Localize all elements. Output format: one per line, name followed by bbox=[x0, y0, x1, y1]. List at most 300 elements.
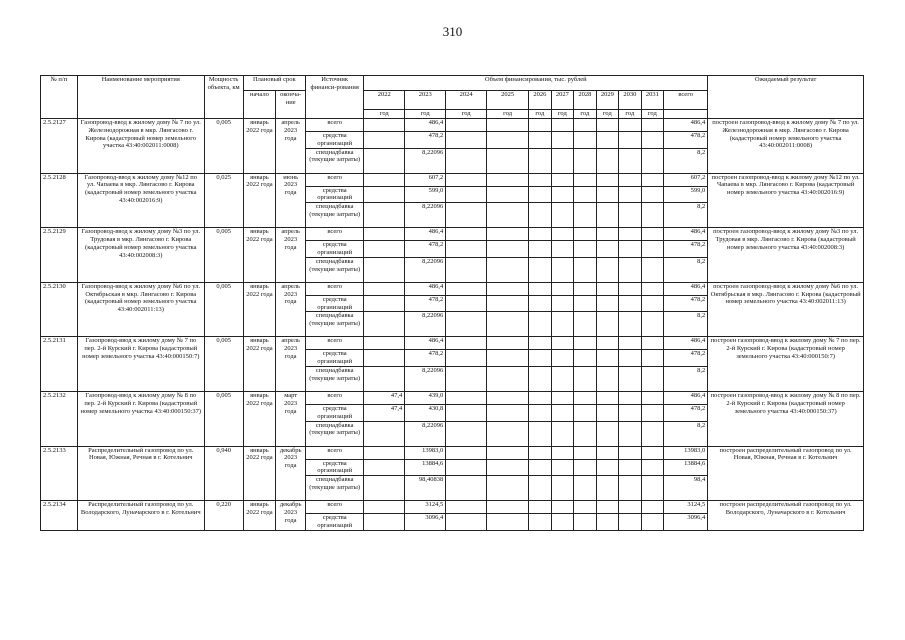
value-empty bbox=[529, 173, 552, 186]
value-2023: 13983,0 bbox=[405, 446, 446, 459]
value-2022 bbox=[364, 459, 405, 476]
funding-source: средства организаций bbox=[306, 404, 364, 421]
value-empty bbox=[551, 132, 574, 149]
entry-name: Газопровод-ввод к жилому дому № 7 по ул. Железнодорожная в мкр. Лянгасово г. Кирова (кадастровый номер земельного участка 43:40:002011:0008) bbox=[77, 119, 204, 174]
entry-name: Газопровод-ввод к жилому дому № 8 по пер. 2-й Курский г. Кирова (кадастровый номер земельного участка 43:40:000150:37) bbox=[77, 391, 204, 446]
value-empty bbox=[487, 257, 529, 282]
value-empty bbox=[529, 421, 552, 446]
value-empty bbox=[641, 514, 664, 531]
value-empty bbox=[529, 203, 552, 228]
value-empty bbox=[487, 446, 529, 459]
value-empty bbox=[487, 404, 529, 421]
entry-name: Газопровод-ввод к жилому дому №3 по ул. Трудовая в мкр. Лянгасово г. Кирова (кадастровый номер земельного участка 43:40:002008:3) bbox=[77, 228, 204, 283]
value-2023: 439,0 bbox=[405, 391, 446, 404]
value-empty bbox=[529, 366, 552, 391]
entry-number: 2.5.2133 bbox=[41, 446, 78, 501]
value-empty bbox=[619, 295, 642, 312]
value-empty bbox=[529, 459, 552, 476]
value-2023: 486,4 bbox=[405, 119, 446, 132]
value-2022 bbox=[364, 132, 405, 149]
value-empty bbox=[446, 501, 487, 514]
value-empty bbox=[574, 203, 597, 228]
entry-capacity: 0,005 bbox=[204, 337, 243, 392]
value-empty bbox=[619, 501, 642, 514]
value-empty bbox=[529, 404, 552, 421]
header-term-end: оконча-ние bbox=[276, 91, 306, 119]
value-2022 bbox=[364, 514, 405, 531]
funding-source: средства организаций bbox=[306, 295, 364, 312]
funding-source: всего bbox=[306, 119, 364, 132]
value-empty bbox=[596, 312, 619, 337]
value-2023: 599,0 bbox=[405, 186, 446, 203]
value-total: 486,4 bbox=[664, 337, 708, 350]
table-row bbox=[41, 173, 864, 186]
header-num: № п/п bbox=[41, 76, 78, 119]
value-empty bbox=[551, 282, 574, 295]
funding-source: всего bbox=[306, 173, 364, 186]
value-empty bbox=[641, 350, 664, 367]
value-total: 8,2 bbox=[664, 148, 708, 173]
header-year-unit: год bbox=[596, 110, 619, 119]
value-empty bbox=[641, 501, 664, 514]
value-empty bbox=[574, 476, 597, 501]
value-empty bbox=[487, 514, 529, 531]
value-empty bbox=[487, 295, 529, 312]
value-empty bbox=[574, 312, 597, 337]
value-empty bbox=[619, 366, 642, 391]
entry-number: 2.5.2129 bbox=[41, 228, 78, 283]
value-2022 bbox=[364, 257, 405, 282]
table-body bbox=[41, 119, 864, 531]
value-empty bbox=[596, 119, 619, 132]
entry-capacity: 0,940 bbox=[204, 446, 243, 501]
value-empty bbox=[487, 119, 529, 132]
value-empty bbox=[574, 391, 597, 404]
value-empty bbox=[446, 337, 487, 350]
value-empty bbox=[596, 514, 619, 531]
value-empty bbox=[446, 404, 487, 421]
entry-capacity: 0,005 bbox=[204, 391, 243, 446]
header-year-unit: год bbox=[364, 110, 405, 119]
value-total: 486,4 bbox=[664, 391, 708, 404]
table-row bbox=[41, 391, 864, 404]
funding-source: спецнадбавка (текущие затраты) bbox=[306, 421, 364, 446]
value-empty bbox=[551, 173, 574, 186]
entry-start: январь 2022 года bbox=[243, 337, 276, 392]
value-empty bbox=[446, 295, 487, 312]
value-empty bbox=[619, 148, 642, 173]
value-total: 486,4 bbox=[664, 119, 708, 132]
value-empty bbox=[619, 186, 642, 203]
funding-source: средства организаций bbox=[306, 132, 364, 149]
value-empty bbox=[551, 404, 574, 421]
header-year: 2031 bbox=[641, 91, 664, 110]
value-empty bbox=[641, 391, 664, 404]
header-year-unit: год bbox=[619, 110, 642, 119]
entry-end: декабрь 2023 года bbox=[276, 446, 306, 501]
value-empty bbox=[529, 501, 552, 514]
value-empty bbox=[619, 337, 642, 350]
expected-result: построен распределительный газопровод по ул. Новая, Южная, Речная в г. Котельнич bbox=[708, 446, 864, 501]
entry-end: июнь 2023 года bbox=[276, 173, 306, 228]
entry-start: январь 2022 года bbox=[243, 391, 276, 446]
value-2023: 8,22096 bbox=[405, 421, 446, 446]
value-empty bbox=[446, 228, 487, 241]
value-empty bbox=[574, 404, 597, 421]
funding-source: средства организаций bbox=[306, 459, 364, 476]
header-year: 2023 bbox=[405, 91, 446, 110]
value-total: 98,4 bbox=[664, 476, 708, 501]
funding-source: всего bbox=[306, 501, 364, 514]
expected-result: построен газопровод-ввод к жилому дому №6 по ул. Октябрьская в мкр. Лянгасово г. Кирова (кадастровый номер земельного участка 43:40:002011:13) bbox=[708, 282, 864, 337]
table-header bbox=[41, 76, 864, 119]
funding-source: всего bbox=[306, 391, 364, 404]
entry-end: апрель 2023 года bbox=[276, 228, 306, 283]
value-empty bbox=[574, 295, 597, 312]
value-empty bbox=[487, 337, 529, 350]
value-2022 bbox=[364, 312, 405, 337]
value-empty bbox=[641, 404, 664, 421]
value-empty bbox=[446, 446, 487, 459]
funding-source: всего bbox=[306, 337, 364, 350]
funding-source: средства организаций bbox=[306, 241, 364, 258]
expected-result: построен распределительный газопровод по ул. Володарского, Луначарского в г. Котельнич bbox=[708, 501, 864, 531]
value-empty bbox=[529, 282, 552, 295]
value-total: 8,2 bbox=[664, 366, 708, 391]
value-empty bbox=[551, 514, 574, 531]
value-empty bbox=[619, 350, 642, 367]
table-row bbox=[41, 282, 864, 295]
table-row bbox=[41, 501, 864, 514]
value-empty bbox=[596, 421, 619, 446]
value-empty bbox=[446, 476, 487, 501]
entry-start: январь 2022 года bbox=[243, 446, 276, 501]
value-empty bbox=[446, 350, 487, 367]
value-2023: 430,8 bbox=[405, 404, 446, 421]
value-empty bbox=[574, 459, 597, 476]
funding-source: спецнадбавка (текущие затраты) bbox=[306, 312, 364, 337]
value-2023: 478,2 bbox=[405, 132, 446, 149]
value-2023: 98,40838 bbox=[405, 476, 446, 501]
value-2022 bbox=[364, 228, 405, 241]
funding-source: спецнадбавка (текущие затраты) bbox=[306, 203, 364, 228]
header-year: 2030 bbox=[619, 91, 642, 110]
value-empty bbox=[641, 476, 664, 501]
entry-end: апрель 2023 года bbox=[276, 282, 306, 337]
value-empty bbox=[619, 257, 642, 282]
value-empty bbox=[574, 421, 597, 446]
value-empty bbox=[487, 241, 529, 258]
entry-end: апрель 2023 года bbox=[276, 337, 306, 392]
value-empty bbox=[641, 173, 664, 186]
value-empty bbox=[487, 459, 529, 476]
entry-number: 2.5.2134 bbox=[41, 501, 78, 531]
value-empty bbox=[596, 148, 619, 173]
header-year-unit: год bbox=[487, 110, 529, 119]
value-empty bbox=[487, 148, 529, 173]
value-empty bbox=[551, 337, 574, 350]
value-empty bbox=[551, 228, 574, 241]
header-year-unit: год bbox=[574, 110, 597, 119]
value-empty bbox=[596, 350, 619, 367]
header-name: Наименование мероприятия bbox=[77, 76, 204, 119]
header-source: Источник финанси-рования bbox=[306, 76, 364, 119]
value-2023: 607,2 bbox=[405, 173, 446, 186]
entry-start: январь 2022 года bbox=[243, 228, 276, 283]
value-empty bbox=[487, 391, 529, 404]
entry-capacity: 0,005 bbox=[204, 282, 243, 337]
entry-capacity: 0,025 bbox=[204, 173, 243, 228]
value-empty bbox=[596, 228, 619, 241]
entry-start: январь 2022 года bbox=[243, 119, 276, 174]
entry-name: Распределительный газопровод по ул. Володарского, Луначарского в г. Котельнич bbox=[77, 501, 204, 531]
value-2023: 486,4 bbox=[405, 282, 446, 295]
value-empty bbox=[446, 119, 487, 132]
value-empty bbox=[596, 203, 619, 228]
value-empty bbox=[596, 459, 619, 476]
expected-result: построен газопровод-ввод к жилому дому № 7 по пер. 2-й Курский г. Кирова (кадастровый номер земельного участка 43:40:000150:7) bbox=[708, 337, 864, 392]
value-empty bbox=[641, 282, 664, 295]
header-year: 2028 bbox=[574, 91, 597, 110]
value-empty bbox=[574, 228, 597, 241]
value-2023: 478,2 bbox=[405, 350, 446, 367]
value-empty bbox=[529, 514, 552, 531]
header-year-unit: год bbox=[405, 110, 446, 119]
value-empty bbox=[487, 186, 529, 203]
value-empty bbox=[446, 514, 487, 531]
value-total: 13983,0 bbox=[664, 446, 708, 459]
value-2023: 8,22096 bbox=[405, 366, 446, 391]
value-2023: 3096,4 bbox=[405, 514, 446, 531]
entry-number: 2.5.2131 bbox=[41, 337, 78, 392]
value-empty bbox=[551, 241, 574, 258]
value-empty bbox=[619, 514, 642, 531]
value-total: 8,2 bbox=[664, 257, 708, 282]
expected-result: построен газопровод-ввод к жилому дому № 7 по ул. Железнодорожная в мкр. Лянгасово г. Кирова (кадастровый номер земельного участка 43:40:002011:0008) bbox=[708, 119, 864, 174]
value-empty bbox=[487, 312, 529, 337]
value-2022 bbox=[364, 148, 405, 173]
value-empty bbox=[619, 391, 642, 404]
value-empty bbox=[619, 446, 642, 459]
value-empty bbox=[641, 337, 664, 350]
expected-result: построен газопровод-ввод к жилому дому № 8 по пер. 2-й Курский г. Кирова (кадастровый номер земельного участка 43:40:000150:37) bbox=[708, 391, 864, 446]
value-total: 8,2 bbox=[664, 203, 708, 228]
value-total: 478,2 bbox=[664, 350, 708, 367]
value-2022 bbox=[364, 446, 405, 459]
value-empty bbox=[641, 119, 664, 132]
value-empty bbox=[446, 173, 487, 186]
value-empty bbox=[551, 119, 574, 132]
value-empty bbox=[487, 132, 529, 149]
value-empty bbox=[446, 459, 487, 476]
value-2022 bbox=[364, 186, 405, 203]
entry-number: 2.5.2127 bbox=[41, 119, 78, 174]
funding-source: спецнадбавка (текущие затраты) bbox=[306, 257, 364, 282]
value-2023: 8,22096 bbox=[405, 257, 446, 282]
value-2023: 486,4 bbox=[405, 228, 446, 241]
value-empty bbox=[574, 119, 597, 132]
value-empty bbox=[529, 148, 552, 173]
value-empty bbox=[529, 312, 552, 337]
value-empty bbox=[551, 459, 574, 476]
header-year-unit: год bbox=[641, 110, 664, 119]
funding-source: спецнадбавка (текущие затраты) bbox=[306, 148, 364, 173]
value-empty bbox=[487, 173, 529, 186]
value-empty bbox=[551, 312, 574, 337]
header-year: 2022 bbox=[364, 91, 405, 110]
value-empty bbox=[596, 132, 619, 149]
value-empty bbox=[529, 476, 552, 501]
value-empty bbox=[487, 203, 529, 228]
value-empty bbox=[551, 186, 574, 203]
entry-name: Распределительный газопровод по ул. Новая, Южная, Речная в г. Котельнич bbox=[77, 446, 204, 501]
value-2022: 47,4 bbox=[364, 391, 405, 404]
value-empty bbox=[487, 421, 529, 446]
funding-source: спецнадбавка (текущие затраты) bbox=[306, 476, 364, 501]
value-empty bbox=[487, 282, 529, 295]
value-2023: 486,4 bbox=[405, 337, 446, 350]
value-empty bbox=[596, 476, 619, 501]
table-row bbox=[41, 446, 864, 459]
value-empty bbox=[596, 446, 619, 459]
value-empty bbox=[641, 186, 664, 203]
value-2023: 3124,5 bbox=[405, 501, 446, 514]
value-empty bbox=[596, 257, 619, 282]
value-2023: 8,22096 bbox=[405, 148, 446, 173]
value-total: 478,2 bbox=[664, 241, 708, 258]
value-empty bbox=[641, 421, 664, 446]
value-empty bbox=[487, 350, 529, 367]
funding-source: средства организаций bbox=[306, 350, 364, 367]
value-total: 8,2 bbox=[664, 421, 708, 446]
value-empty bbox=[551, 446, 574, 459]
value-empty bbox=[446, 257, 487, 282]
value-empty bbox=[487, 476, 529, 501]
value-empty bbox=[446, 186, 487, 203]
value-empty bbox=[641, 203, 664, 228]
value-empty bbox=[619, 459, 642, 476]
value-empty bbox=[529, 350, 552, 367]
value-empty bbox=[619, 132, 642, 149]
value-empty bbox=[446, 241, 487, 258]
value-total: 478,2 bbox=[664, 404, 708, 421]
header-year: 2024 bbox=[446, 91, 487, 110]
entry-capacity: 0,220 bbox=[204, 501, 243, 531]
value-empty bbox=[574, 132, 597, 149]
entry-start: январь 2022 года bbox=[243, 501, 276, 531]
header-result: Ожидаемый результат bbox=[708, 76, 864, 119]
expected-result: построен газопровод-ввод к жилому дому №3 по ул. Трудовая в мкр. Лянгасово г. Кирова (кадастровый номер земельного участка 43:40:002008:3) bbox=[708, 228, 864, 283]
value-empty bbox=[529, 257, 552, 282]
value-total: 478,2 bbox=[664, 295, 708, 312]
header-year: 2029 bbox=[596, 91, 619, 110]
header-term-start: начало bbox=[243, 91, 276, 119]
header-year-unit: год bbox=[551, 110, 574, 119]
header-year-unit: год bbox=[446, 110, 487, 119]
table-row bbox=[41, 119, 864, 132]
value-empty bbox=[619, 282, 642, 295]
value-empty bbox=[641, 459, 664, 476]
value-empty bbox=[596, 173, 619, 186]
value-total: 8,2 bbox=[664, 312, 708, 337]
funding-source: средства организаций bbox=[306, 186, 364, 203]
value-empty bbox=[641, 366, 664, 391]
entry-number: 2.5.2132 bbox=[41, 391, 78, 446]
value-empty bbox=[446, 132, 487, 149]
value-2022 bbox=[364, 337, 405, 350]
entry-name: Газопровод-ввод к жилому дому № 7 по пер. 2-й Курский г. Кирова (кадастровый номер земельного участка 43:40:000150:7) bbox=[77, 337, 204, 392]
value-empty bbox=[641, 241, 664, 258]
value-empty bbox=[487, 501, 529, 514]
value-empty bbox=[487, 228, 529, 241]
value-empty bbox=[574, 241, 597, 258]
value-total: 3124,5 bbox=[664, 501, 708, 514]
value-empty bbox=[551, 203, 574, 228]
value-empty bbox=[529, 186, 552, 203]
value-2023: 8,22096 bbox=[405, 203, 446, 228]
value-empty bbox=[446, 148, 487, 173]
value-2022 bbox=[364, 119, 405, 132]
value-2023: 13884,6 bbox=[405, 459, 446, 476]
value-2023: 8,22096 bbox=[405, 312, 446, 337]
entry-name: Газопровод-ввод к жилому дому №6 по ул. Октябрьская в мкр. Лянгасово г. Кирова (кадастровый номер земельного участка 43:40:002011:13) bbox=[77, 282, 204, 337]
value-empty bbox=[596, 282, 619, 295]
entry-number: 2.5.2130 bbox=[41, 282, 78, 337]
value-empty bbox=[446, 391, 487, 404]
value-empty bbox=[596, 241, 619, 258]
value-empty bbox=[574, 337, 597, 350]
value-empty bbox=[551, 350, 574, 367]
table-row bbox=[41, 228, 864, 241]
value-empty bbox=[596, 501, 619, 514]
value-empty bbox=[641, 148, 664, 173]
value-2023: 478,2 bbox=[405, 241, 446, 258]
value-empty bbox=[529, 241, 552, 258]
value-total: 478,2 bbox=[664, 132, 708, 149]
value-empty bbox=[551, 391, 574, 404]
value-2022 bbox=[364, 350, 405, 367]
entry-name: Газопровод-ввод к жилому дому №12 по ул. Чапаева в мкр. Лянгасово г. Кирова (кадастровый номер земельного участка 43:40:002016:9) bbox=[77, 173, 204, 228]
funding-source: спецнадбавка (текущие затраты) bbox=[306, 366, 364, 391]
value-empty bbox=[446, 312, 487, 337]
value-2022 bbox=[364, 476, 405, 501]
value-2022 bbox=[364, 173, 405, 186]
entry-capacity: 0,005 bbox=[204, 119, 243, 174]
header-year: 2025 bbox=[487, 91, 529, 110]
value-empty bbox=[574, 282, 597, 295]
entry-number: 2.5.2128 bbox=[41, 173, 78, 228]
value-empty bbox=[551, 421, 574, 446]
value-2022 bbox=[364, 282, 405, 295]
value-empty bbox=[596, 295, 619, 312]
value-empty bbox=[574, 186, 597, 203]
value-empty bbox=[574, 514, 597, 531]
value-total: 13884,6 bbox=[664, 459, 708, 476]
value-2022 bbox=[364, 295, 405, 312]
entry-start: январь 2022 года bbox=[243, 282, 276, 337]
funding-plan-table bbox=[40, 75, 864, 531]
header-year: 2027 bbox=[551, 91, 574, 110]
value-empty bbox=[641, 257, 664, 282]
value-empty bbox=[574, 148, 597, 173]
entry-end: март 2023 года bbox=[276, 391, 306, 446]
value-2022 bbox=[364, 203, 405, 228]
value-empty bbox=[487, 366, 529, 391]
value-empty bbox=[446, 366, 487, 391]
value-empty bbox=[574, 350, 597, 367]
value-2022 bbox=[364, 366, 405, 391]
header-total: всего bbox=[664, 91, 708, 110]
